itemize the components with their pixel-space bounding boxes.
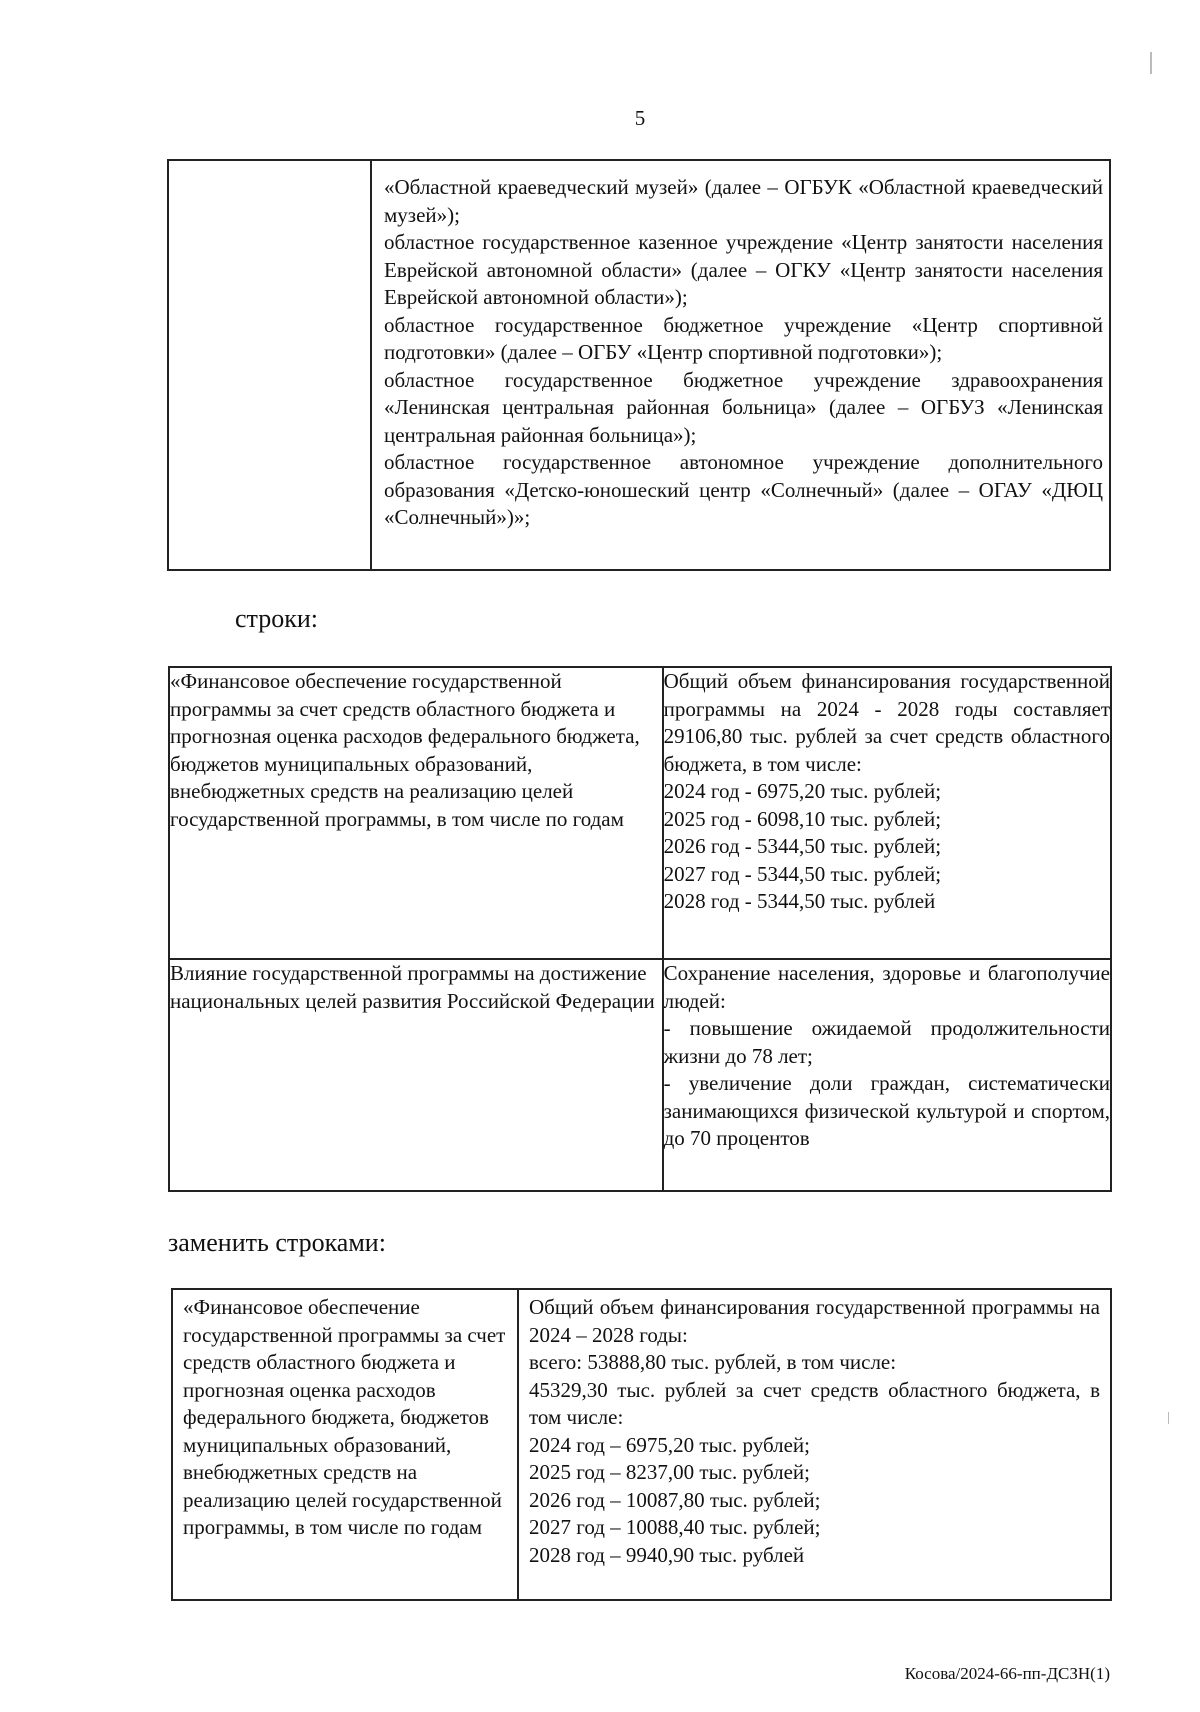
list-item: 2028 год - 5344,50 тыс. рублей [663, 889, 936, 913]
list-item: областное государственное казенное учреждение «Центр занятости населения Еврейской автономной области» (далее – ОГКУ «Центр занятости населения Еврейской автономной области»); [384, 230, 1103, 309]
cell-text: Общий объем финансирования государственной программы на 2024 - 2028 годы составляет 29106,80 тыс. рублей за счет средств областного бюджета, в том числе: [663, 669, 1110, 776]
list-item: Общий объем финансирования государственной программы на 2024 – 2028 годы: [529, 1295, 1100, 1347]
heading-replace-with: заменить строками: [168, 1228, 386, 1257]
list-item: 2027 год – 10088,40 тыс. рублей; [529, 1515, 821, 1539]
table-executors-continued [167, 159, 1111, 571]
table-old-rows [168, 666, 1112, 1192]
list-item: всего: 53888,80 тыс. рублей, в том числе: [529, 1350, 897, 1374]
list-item: областное государственное бюджетное учреждение здравоохранения «Ленинская центральная районная больница» (далее – ОГБУЗ «Ленинская центральная районная больница»); [384, 367, 1103, 447]
table-cell-financing-value [518, 1289, 1111, 1600]
list-item: 2025 год - 6098,10 тыс. рублей; [663, 806, 942, 831]
table-cell-executors [371, 160, 1110, 570]
cell-text: «Финансовое обеспечение государственной программы за счет средств областного бюджета и прогнозная оценка расходов федерального бюджета, бюджетов муниципальных образований, внебюджетных средств на реализацию целей государственной программы, в том числе по годам [170, 669, 640, 831]
heading-rows: строки: [235, 604, 318, 633]
list-item: Сохранение населения, здоровье и благополучие людей: [663, 961, 1110, 1013]
list-item: областное государственное автономное учреждение дополнительного образования «Детско-юношеский центр «Солнечный» (далее – ОГАУ «ДЮЦ «Солнечный»)»; [384, 450, 1103, 529]
list-item: 2026 год – 10087,80 тыс. рублей; [529, 1487, 821, 1512]
list-item: 2026 год - 5344,50 тыс. рублей; [663, 834, 942, 858]
table-new-rows [171, 1288, 1112, 1601]
list-item: 2027 год - 5344,50 тыс. рублей; [663, 861, 942, 886]
scan-edge-mark [1150, 52, 1152, 74]
document-code-footer: Косова/2024-66-пп-ДСЗН(1) [904, 1664, 1110, 1683]
list-item: 2024 год – 6975,20 тыс. рублей; [529, 1432, 811, 1457]
list-item: 45329,30 тыс. рублей за счет средств областного бюджета, в том числе: [529, 1377, 1100, 1429]
table-cell-influence-value [663, 959, 1111, 1191]
table-cell-empty [168, 160, 371, 570]
scan-dot-mark [1168, 1412, 1169, 1424]
table-row [172, 1289, 1111, 1600]
table-cell-financing-value [663, 667, 1111, 959]
list-item: «Областной краеведческий музей» (далее – ОГБУК «Областной краеведческий музей»); [384, 175, 1103, 227]
table-cell-financing-label [169, 667, 663, 959]
list-item: 2024 год - 6975,20 тыс. рублей; [663, 779, 942, 803]
table-row [169, 667, 1111, 959]
list-item: - повышение ожидаемой продолжительности жизни до 78 лет; [663, 1016, 1110, 1068]
table-cell-influence-label [169, 959, 663, 1191]
table-row [169, 959, 1111, 1191]
list-item: 2025 год – 8237,00 тыс. рублей; [529, 1460, 811, 1484]
table-cell-financing-label [172, 1289, 518, 1600]
list-item: областное государственное бюджетное учреждение «Центр спортивной подготовки» (далее – ОГБУ «Центр спортивной подготовки»); [384, 312, 1103, 364]
list-item: 2028 год – 9940,90 тыс. рублей [529, 1542, 805, 1567]
page-number: 5 [634, 106, 646, 130]
table-row [168, 160, 1110, 570]
cell-text: «Финансовое обеспечение государственной программы за счет средств областного бюджета и прогнозная оценка расходов федерального бюджета, бюджетов муниципальных образований, внебюджетных средств на реализацию целей государственной программы, в том числе по годам [183, 1295, 506, 1539]
list-item: - увеличение доли граждан, систематически занимающихся физической культурой и спортом, до 70 процентов [663, 1071, 1110, 1150]
cell-text: Влияние государственной программы на достижение национальных целей развития Российской Федерации [170, 961, 655, 1013]
